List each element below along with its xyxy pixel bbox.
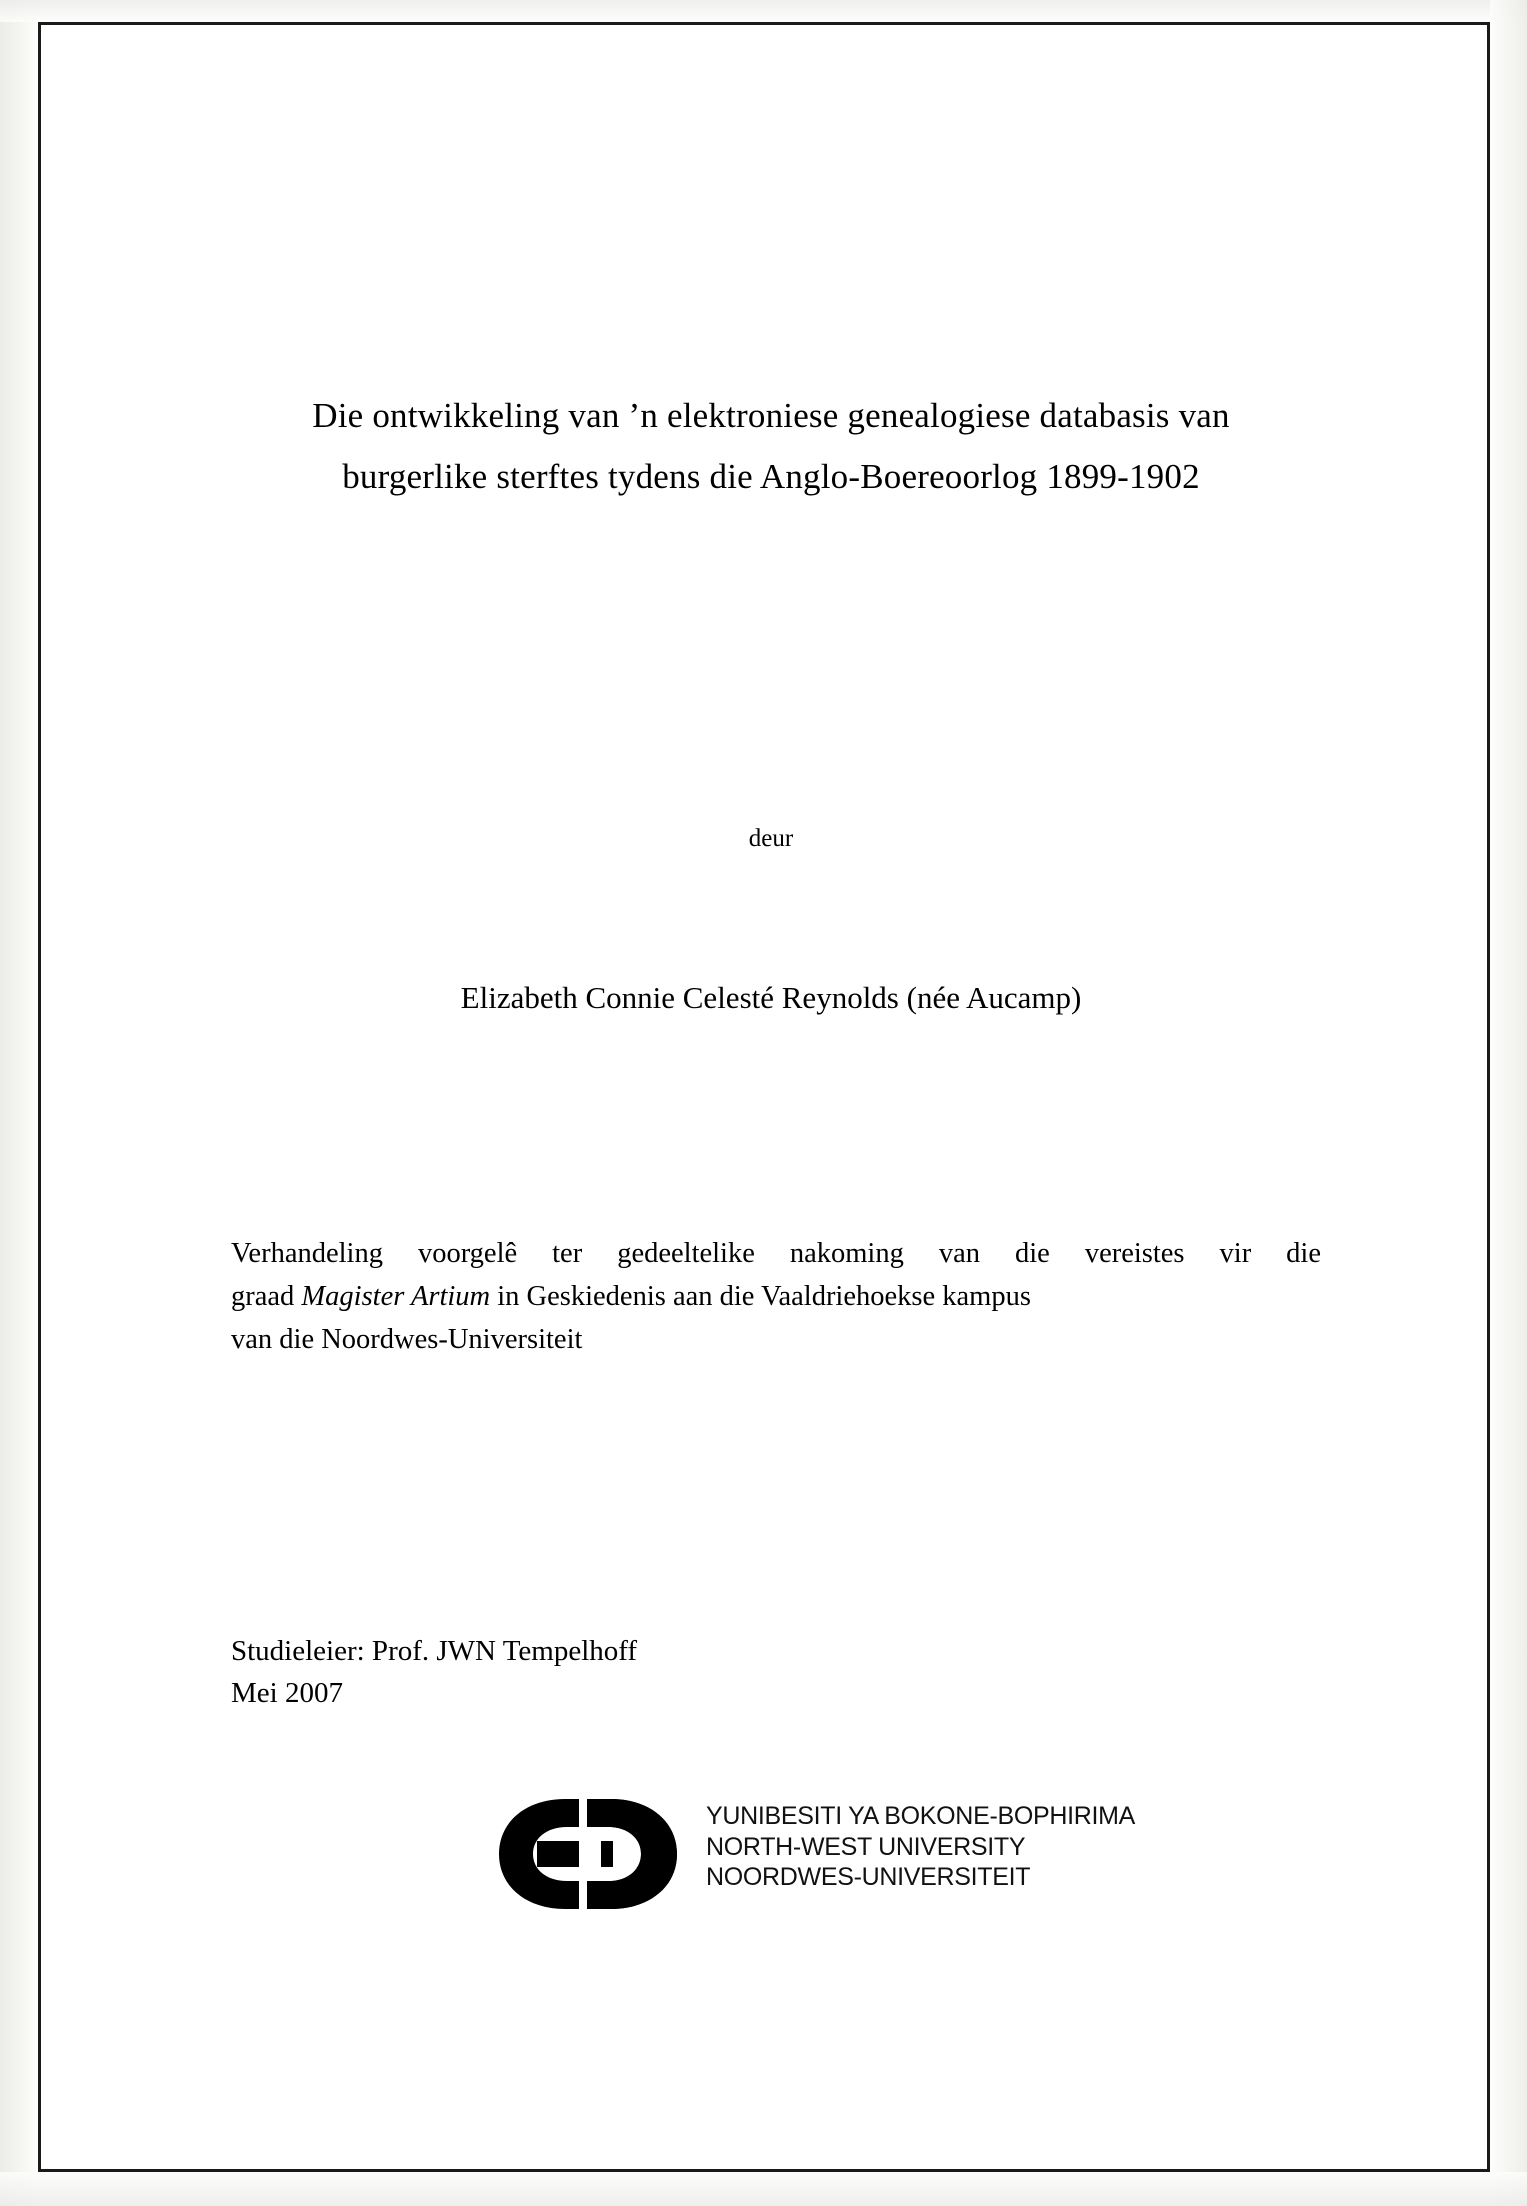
degree-name-italic: Magister Artium — [301, 1280, 491, 1312]
logo-text-line-2: NORTH-WEST UNIVERSITY — [706, 1832, 1026, 1861]
degree-statement — [231, 1233, 1321, 1361]
title-page-content — [191, 25, 1351, 2169]
title-page-border — [38, 22, 1490, 2172]
degree-statement-line-1: Verhandeling voorgelê ter gedeeltelike nakoming van die vereistes vir die — [231, 1238, 1321, 1269]
scan-edge-left — [0, 0, 38, 2206]
title-line-2: burgerlike sterftes tydens die Anglo-Boereoorlog 1899-1902 — [342, 457, 1200, 497]
degree-statement-line-2-prefix: graad — [231, 1280, 302, 1312]
author-name: Elizabeth Connie Celesté Reynolds (née Aucamp) — [460, 980, 1082, 1015]
date-line: Mei 2007 — [231, 1677, 343, 1710]
supervisor-line: Studieleier: Prof. JWN Tempelhoff — [231, 1635, 638, 1667]
logo-text-line-1: YUNIBESITI YA BOKONE-BOPHIRIMA — [706, 1802, 1136, 1830]
title-line-1: Die ontwikkeling van ’n elektroniese genealogiese databasis van — [312, 396, 1230, 435]
university-logo-text — [706, 1801, 1135, 1893]
university-logo-block — [491, 1793, 1251, 1923]
supervisor-block — [231, 1630, 1131, 1714]
scan-edge-top — [0, 0, 1527, 22]
logo-text-line-3: NOORDWES-UNIVERSITEIT — [706, 1863, 1031, 1891]
north-west-university-logo-icon — [491, 1795, 691, 1913]
degree-statement-line-2-suffix: in Geskiedenis aan die Vaaldriehoekse kampus — [490, 1280, 1031, 1312]
degree-statement-line-2 — [231, 1276, 1321, 1319]
scan-edge-right — [1490, 0, 1527, 2206]
degree-statement-line-3: van die Noordwes-Universiteit — [231, 1323, 583, 1355]
page-title — [191, 385, 1351, 508]
scan-edge-bottom — [0, 2172, 1527, 2206]
by-word: deur — [748, 825, 794, 852]
